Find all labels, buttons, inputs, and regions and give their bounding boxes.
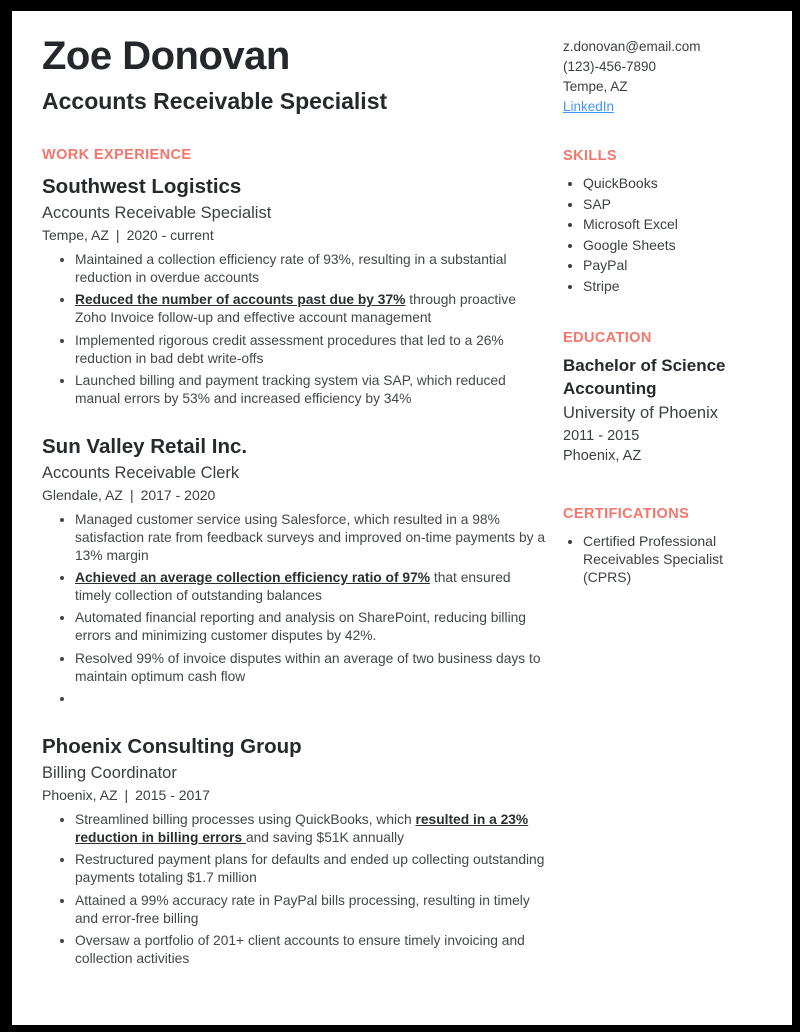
job-dates: 2015 - 2017 [135, 787, 210, 804]
skill-item: • QuickBooks [583, 173, 774, 194]
certification-item: • Certified Professional Receivables Specialist (CPRS) [583, 532, 774, 586]
bullet-item [75, 372, 549, 408]
bullet-text: Oversaw a portfolio of 201+ client accounts to ensure timely invoicing and collection activities [75, 933, 525, 967]
bullet-text: Restructured payment plans for defaults and ended up collecting outstanding payments totaling $1.7 million [75, 852, 545, 886]
contact-block [563, 37, 774, 117]
company-name: Southwest Logistics [42, 175, 242, 198]
job-section [42, 175, 549, 408]
jobs [42, 175, 549, 968]
main-column [42, 35, 549, 972]
company-name: Phoenix Consulting Group [42, 735, 302, 759]
certifications-list [563, 532, 774, 586]
contact-phone: (123)-456-7890 [563, 59, 657, 74]
skills-list [563, 173, 774, 296]
bullet-item [75, 569, 549, 605]
work-experience-heading: WORK EXPERIENCE [42, 147, 192, 163]
education-dates: 2011 - 2015 [563, 428, 640, 444]
skills-heading: SKILLS [563, 148, 617, 164]
bullet-item [75, 690, 549, 708]
job-meta [42, 487, 549, 503]
job-role: Accounts Receivable Clerk [42, 463, 240, 482]
person-name: Zoe Donovan [42, 34, 290, 78]
job-role: Billing Coordinator [42, 764, 177, 783]
bullet-text: Attained a 99% accuracy rate in PayPal bills processing, resulting in timely and error-free billing [75, 892, 530, 926]
bullet-item [75, 851, 549, 887]
contact-location: Tempe, AZ [563, 79, 628, 94]
meta-separator: | [115, 227, 120, 243]
job-dates: 2020 - current [126, 227, 214, 243]
bullet-item [75, 609, 549, 645]
education-location: Phoenix, AZ [563, 448, 642, 464]
bullet-item [75, 511, 549, 565]
job-section [42, 735, 549, 968]
bullet-item [75, 332, 549, 368]
job-section [42, 435, 549, 708]
job-meta [42, 227, 549, 243]
skill-item: • Stripe [583, 276, 774, 297]
education-heading: EDUCATION [563, 330, 652, 346]
job-location: Glendale, AZ [42, 486, 123, 503]
bullet-text: Maintained a collection efficiency rate of 93%, resulting in a substantial reduction in overdue accounts [75, 252, 507, 285]
bullet-text: that ensured timely collection of outstanding balances [75, 570, 511, 604]
bullet-item [75, 291, 549, 327]
bullet-text: Launched billing and payment tracking system via SAP, which reduced manual errors by 53% and increased efficiency by 34% [75, 373, 506, 406]
page-content [12, 11, 792, 972]
bullet-emphasis: resulted in a 23% reduction in billing errors [75, 812, 529, 846]
job-location: Tempe, AZ [42, 227, 109, 243]
job-role: Accounts Receivable Specialist [42, 204, 272, 222]
person-title: Accounts Receivable Specialist [42, 88, 388, 114]
meta-separator: | [129, 486, 134, 503]
bullet-item [75, 251, 549, 287]
certifications-heading: CERTIFICATIONS [563, 506, 690, 522]
skill-item: • Microsoft Excel [583, 214, 774, 235]
bullet-list [42, 811, 549, 968]
sidebar-column [563, 35, 774, 972]
bullet-text: Managed customer service using Salesforce, which resulted in a 98% satisfaction rate from feedback surveys and improved on-time payments by a 13% margin [75, 511, 546, 563]
contact-email: z.donovan@email.com [563, 39, 701, 54]
skill-item: • PayPal [583, 255, 774, 276]
bullet-text: Resolved 99% of invoice disputes within an average of two business days to maintain optimum cash flow [75, 650, 541, 684]
bullet-list [42, 511, 549, 708]
job-location: Phoenix, AZ [42, 787, 118, 804]
bullet-text: Automated financial reporting and analysis on SharePoint, reducing billing errors and minimizing customer disputes by 42%. [75, 610, 526, 644]
bullet-item [75, 811, 549, 847]
bullet-text: Streamlined billing processes using QuickBooks, which [75, 812, 416, 828]
job-dates: 2017 - 2020 [140, 486, 216, 503]
linkedin-link[interactable]: LinkedIn [563, 99, 615, 114]
school-name: University of Phoenix [563, 404, 718, 422]
degree-name: Bachelor of Science Accounting [563, 356, 726, 398]
bullet-list [42, 251, 549, 408]
job-meta [42, 787, 549, 803]
skill-item: • Google Sheets [583, 235, 774, 256]
meta-separator: | [124, 787, 129, 804]
bullet-item [75, 650, 549, 686]
bullet-item [75, 932, 549, 968]
bullet-emphasis: Achieved an average collection efficiency ratio of 97% [75, 570, 431, 586]
bullet-text: through proactive Zoho Invoice follow-up and effective account management [75, 292, 516, 326]
skill-item: • SAP [583, 194, 774, 215]
bullet-text: and saving $51K annually [245, 830, 404, 846]
company-name: Sun Valley Retail Inc. [42, 434, 248, 458]
bullet-text: Implemented rigorous credit assessment procedures that led to a 26% reduction in bad debt write-offs [75, 332, 504, 366]
bullet-item [75, 892, 549, 928]
bullet-emphasis: Reduced the number of accounts past due by 37% [75, 292, 406, 308]
